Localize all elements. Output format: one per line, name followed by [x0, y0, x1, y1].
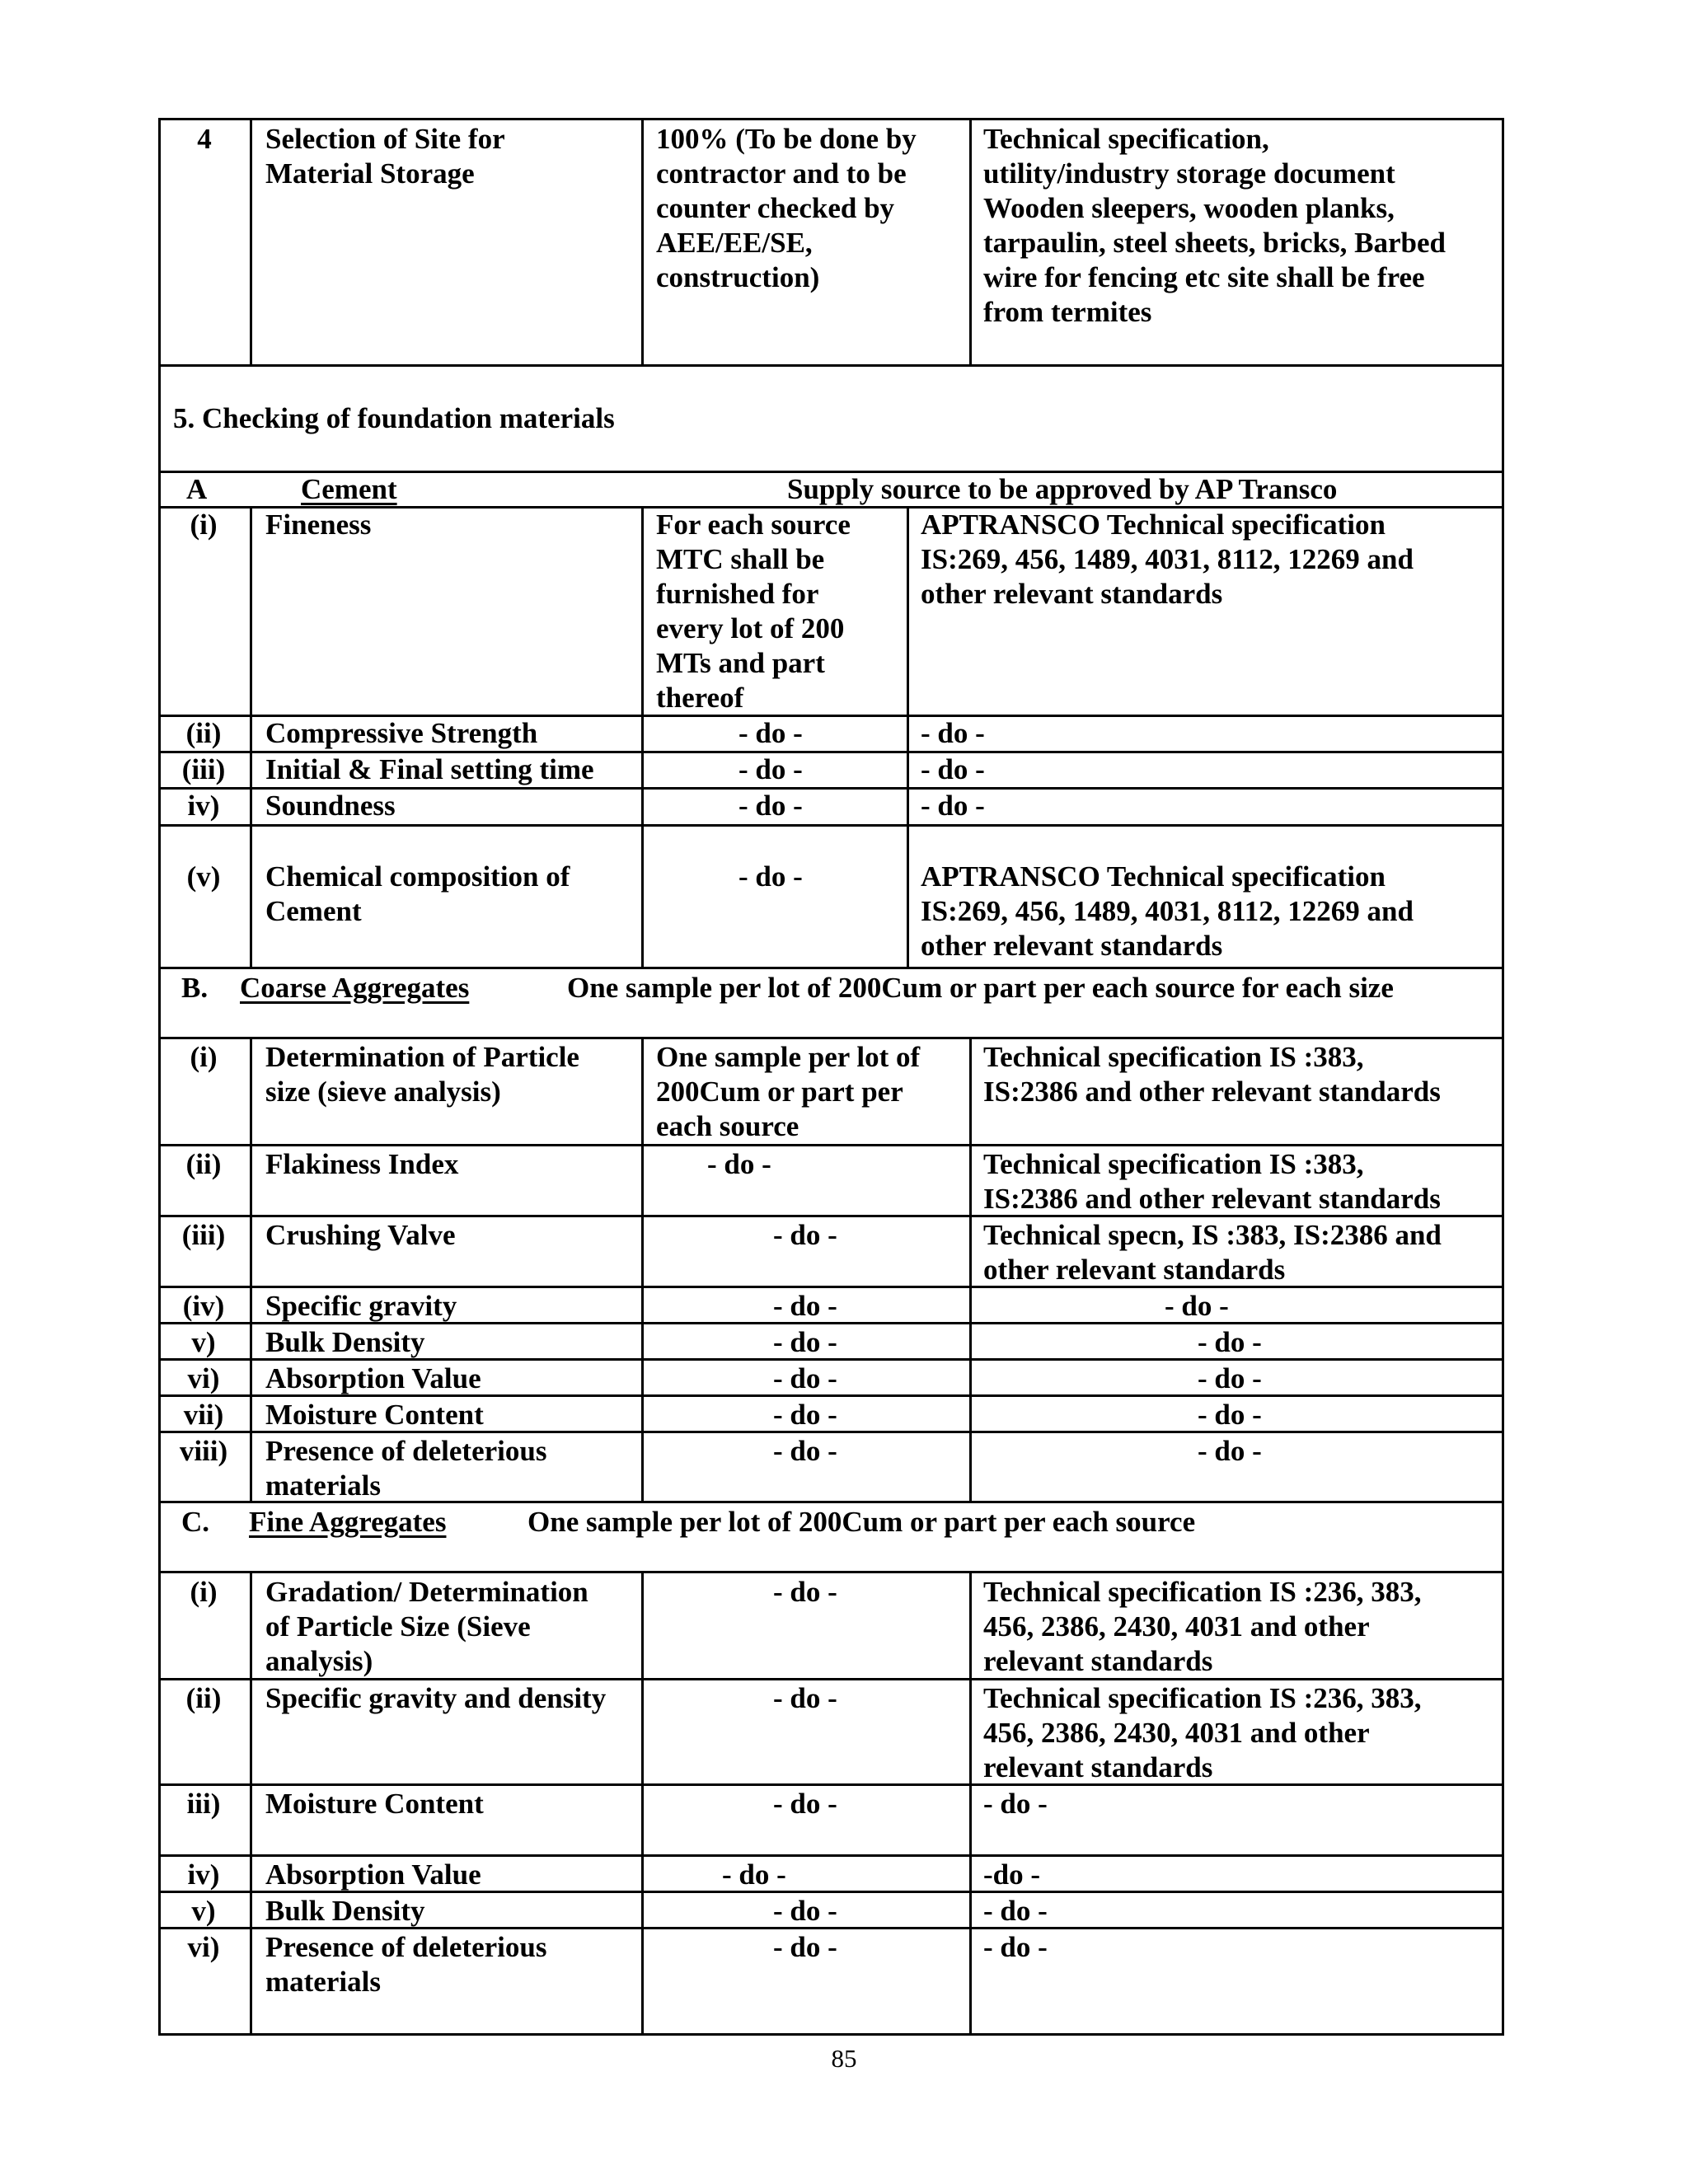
row-number: iv) [187, 790, 220, 822]
item-line: Material Storage [265, 157, 475, 190]
item-line: Gradation/ Determination [265, 1576, 588, 1608]
extent-line: One sample per lot of [656, 1041, 921, 1073]
row-number: v) [191, 1895, 216, 1927]
table-rule [158, 118, 1504, 120]
reference-line: - do - [921, 717, 985, 749]
group-note: One sample per lot of 200Cum or part per each source [528, 1506, 1196, 1538]
table-rule [1502, 118, 1504, 2036]
table-rule [158, 1144, 1504, 1146]
row-number: 4 [197, 123, 212, 155]
extent-line: - do - [773, 1931, 837, 1963]
row-number: vi) [187, 1362, 220, 1394]
group-letter: A [186, 473, 208, 505]
table-rule [969, 1037, 972, 1503]
group-name: Fine Aggregates [249, 1506, 447, 1538]
extent-line: - do - [773, 1219, 837, 1251]
reference-line: Technical specification IS :383, [983, 1041, 1364, 1073]
item-line: Bulk Density [265, 1326, 425, 1358]
extent-line: each source [656, 1110, 799, 1142]
row-number: v) [191, 1326, 216, 1358]
item-line: Absorption Value [265, 1858, 481, 1891]
reference-line: - do - [1198, 1362, 1262, 1394]
reference-line: - do - [921, 790, 985, 822]
extent-line: - do - [773, 1895, 837, 1927]
table-rule [250, 506, 252, 969]
row-number: (v) [186, 860, 221, 893]
row-number: (ii) [185, 717, 222, 749]
extent-line: MTs and part [656, 647, 825, 679]
extent-line: - do - [738, 717, 803, 749]
table-rule [907, 506, 909, 969]
table-rule [250, 1037, 252, 1503]
extent-line: 100% (To be done by [656, 123, 917, 155]
row-number: (iii) [181, 753, 226, 785]
item-line: Bulk Density [265, 1895, 425, 1927]
extent-line: MTC shall be [656, 543, 825, 575]
item-line: Determination of Particle [265, 1041, 579, 1073]
row-number: (ii) [185, 1682, 222, 1714]
row-number: (iv) [182, 1290, 225, 1322]
row-number: (i) [190, 1576, 218, 1608]
extent-line: contractor and to be [656, 157, 907, 190]
reference-line: relevant standards [983, 1645, 1213, 1677]
item-line: Presence of deleterious [265, 1931, 547, 1963]
item-line: analysis) [265, 1645, 373, 1677]
group-letter: B. [181, 972, 209, 1004]
reference-line: APTRANSCO Technical specification [921, 509, 1386, 541]
item-line: Specific gravity and density [265, 1682, 607, 1714]
row-number: vii) [183, 1399, 224, 1431]
item-line: Presence of deleterious [265, 1435, 547, 1467]
item-line: Fineness [265, 509, 372, 541]
extent-line: - do - [738, 860, 803, 893]
reference-line: other relevant standards [921, 930, 1223, 962]
item-line: size (sieve analysis) [265, 1076, 501, 1108]
extent-line: - do - [773, 1576, 837, 1608]
row-number: (iii) [181, 1219, 226, 1251]
row-number: iii) [186, 1788, 221, 1820]
item-line: Chemical composition of [265, 860, 570, 893]
group-name: Coarse Aggregates [240, 972, 470, 1004]
table-rule [250, 118, 252, 367]
item-line: materials [265, 1469, 381, 1502]
item-line: materials [265, 1966, 381, 1998]
item-line: Crushing Valve [265, 1219, 456, 1251]
extent-line: - do - [773, 1290, 837, 1322]
table-rule [250, 1571, 252, 2036]
reference-line: - do - [983, 1895, 1048, 1927]
reference-line: - do - [983, 1788, 1048, 1820]
item-line: Selection of Site for [265, 123, 505, 155]
reference-line: APTRANSCO Technical specification [921, 860, 1386, 893]
reference-line: IS:2386 and other relevant standards [983, 1183, 1441, 1215]
extent-line: - do - [773, 1362, 837, 1394]
reference-line: IS:269, 456, 1489, 4031, 8112, 12269 and [921, 895, 1414, 927]
reference-line: - do - [921, 753, 985, 785]
table-rule [158, 967, 1504, 969]
reference-line: from termites [983, 296, 1152, 328]
reference-line: - do - [983, 1931, 1048, 1963]
table-rule [641, 1037, 644, 1503]
table-rule [158, 1286, 1504, 1288]
table-rule [158, 2033, 1504, 2036]
extent-line: - do - [773, 1682, 837, 1714]
table-rule [641, 506, 644, 969]
item-line: Soundness [265, 790, 396, 822]
item-line: Cement [265, 895, 362, 927]
reference-line: Technical specification, [983, 123, 1269, 155]
table-rule [158, 1783, 1504, 1786]
reference-line: tarpaulin, steel sheets, bricks, Barbed [983, 227, 1446, 259]
reference-line: other relevant standards [983, 1254, 1286, 1286]
table-rule [641, 118, 644, 367]
table-rule [158, 1037, 1504, 1039]
reference-line: Technical specification IS :236, 383, [983, 1682, 1422, 1714]
item-line: of Particle Size (Sieve [265, 1610, 531, 1643]
table-rule [158, 1571, 1504, 1573]
table-rule [641, 1571, 644, 2036]
extent-line: - do - [773, 1788, 837, 1820]
reference-line: utility/industry storage document [983, 157, 1395, 190]
row-number: (i) [190, 1041, 218, 1073]
row-number: (ii) [185, 1148, 222, 1180]
extent-line: - do - [738, 753, 803, 785]
row-number: (i) [190, 509, 218, 541]
table-rule [969, 118, 972, 367]
reference-line: 456, 2386, 2430, 4031 and other [983, 1610, 1370, 1643]
extent-line: - do - [738, 790, 803, 822]
extent-line: - do - [773, 1435, 837, 1467]
reference-line: 456, 2386, 2430, 4031 and other [983, 1717, 1370, 1749]
item-line: Specific gravity [265, 1290, 457, 1322]
table-rule [158, 824, 1504, 827]
reference-line: Wooden sleepers, wooden planks, [983, 192, 1395, 224]
reference-line: Technical specn, IS :383, IS:2386 and [983, 1219, 1442, 1251]
extent-line: For each source [656, 509, 851, 541]
reference-line: -do - [983, 1858, 1041, 1891]
table-rule [158, 364, 1504, 367]
table-rule [158, 118, 161, 2036]
row-number: iv) [187, 1858, 220, 1891]
reference-line: Technical specification IS :236, 383, [983, 1576, 1422, 1608]
group-letter: C. [181, 1506, 210, 1538]
extent-line: AEE/EE/SE, [656, 227, 813, 259]
reference-line: - do - [1165, 1290, 1229, 1322]
reference-line: IS:2386 and other relevant standards [983, 1076, 1441, 1108]
item-line: Compressive Strength [265, 717, 538, 749]
page-number: 85 [831, 2044, 857, 2073]
reference-line: relevant standards [983, 1751, 1213, 1783]
extent-line: - do - [773, 1399, 837, 1431]
reference-line: wire for fencing etc site shall be free [983, 261, 1425, 293]
table-rule [969, 1571, 972, 2036]
reference-line: - do - [1198, 1326, 1262, 1358]
extent-line: - do - [707, 1148, 771, 1180]
reference-line: Technical specification IS :383, [983, 1148, 1364, 1180]
group-name: Cement [301, 473, 397, 505]
reference-line: - do - [1198, 1435, 1262, 1467]
item-line: Absorption Value [265, 1362, 481, 1394]
reference-line: - do - [1198, 1399, 1262, 1431]
group-note: Supply source to be approved by AP Transco [787, 473, 1338, 505]
extent-line: thereof [656, 682, 744, 714]
reference-line: other relevant standards [921, 578, 1223, 610]
reference-line: IS:269, 456, 1489, 4031, 8112, 12269 and [921, 543, 1414, 575]
table-rule [158, 1854, 1504, 1857]
row-number: viii) [179, 1435, 228, 1467]
extent-line: 200Cum or part per [656, 1076, 903, 1108]
row-number: vi) [187, 1931, 220, 1963]
item-line: Moisture Content [265, 1788, 484, 1820]
extent-line: - do - [773, 1326, 837, 1358]
section-heading: 5. Checking of foundation materials [173, 402, 615, 434]
extent-line: counter checked by [656, 192, 895, 224]
extent-line: furnished for [656, 578, 819, 610]
extent-line: - do - [722, 1858, 786, 1891]
extent-line: every lot of 200 [656, 612, 845, 644]
extent-line: construction) [656, 261, 820, 293]
item-line: Moisture Content [265, 1399, 484, 1431]
item-line: Flakiness Index [265, 1148, 459, 1180]
item-line: Initial & Final setting time [265, 753, 594, 785]
group-note: One sample per lot of 200Cum or part per each source for each size [567, 972, 1394, 1004]
